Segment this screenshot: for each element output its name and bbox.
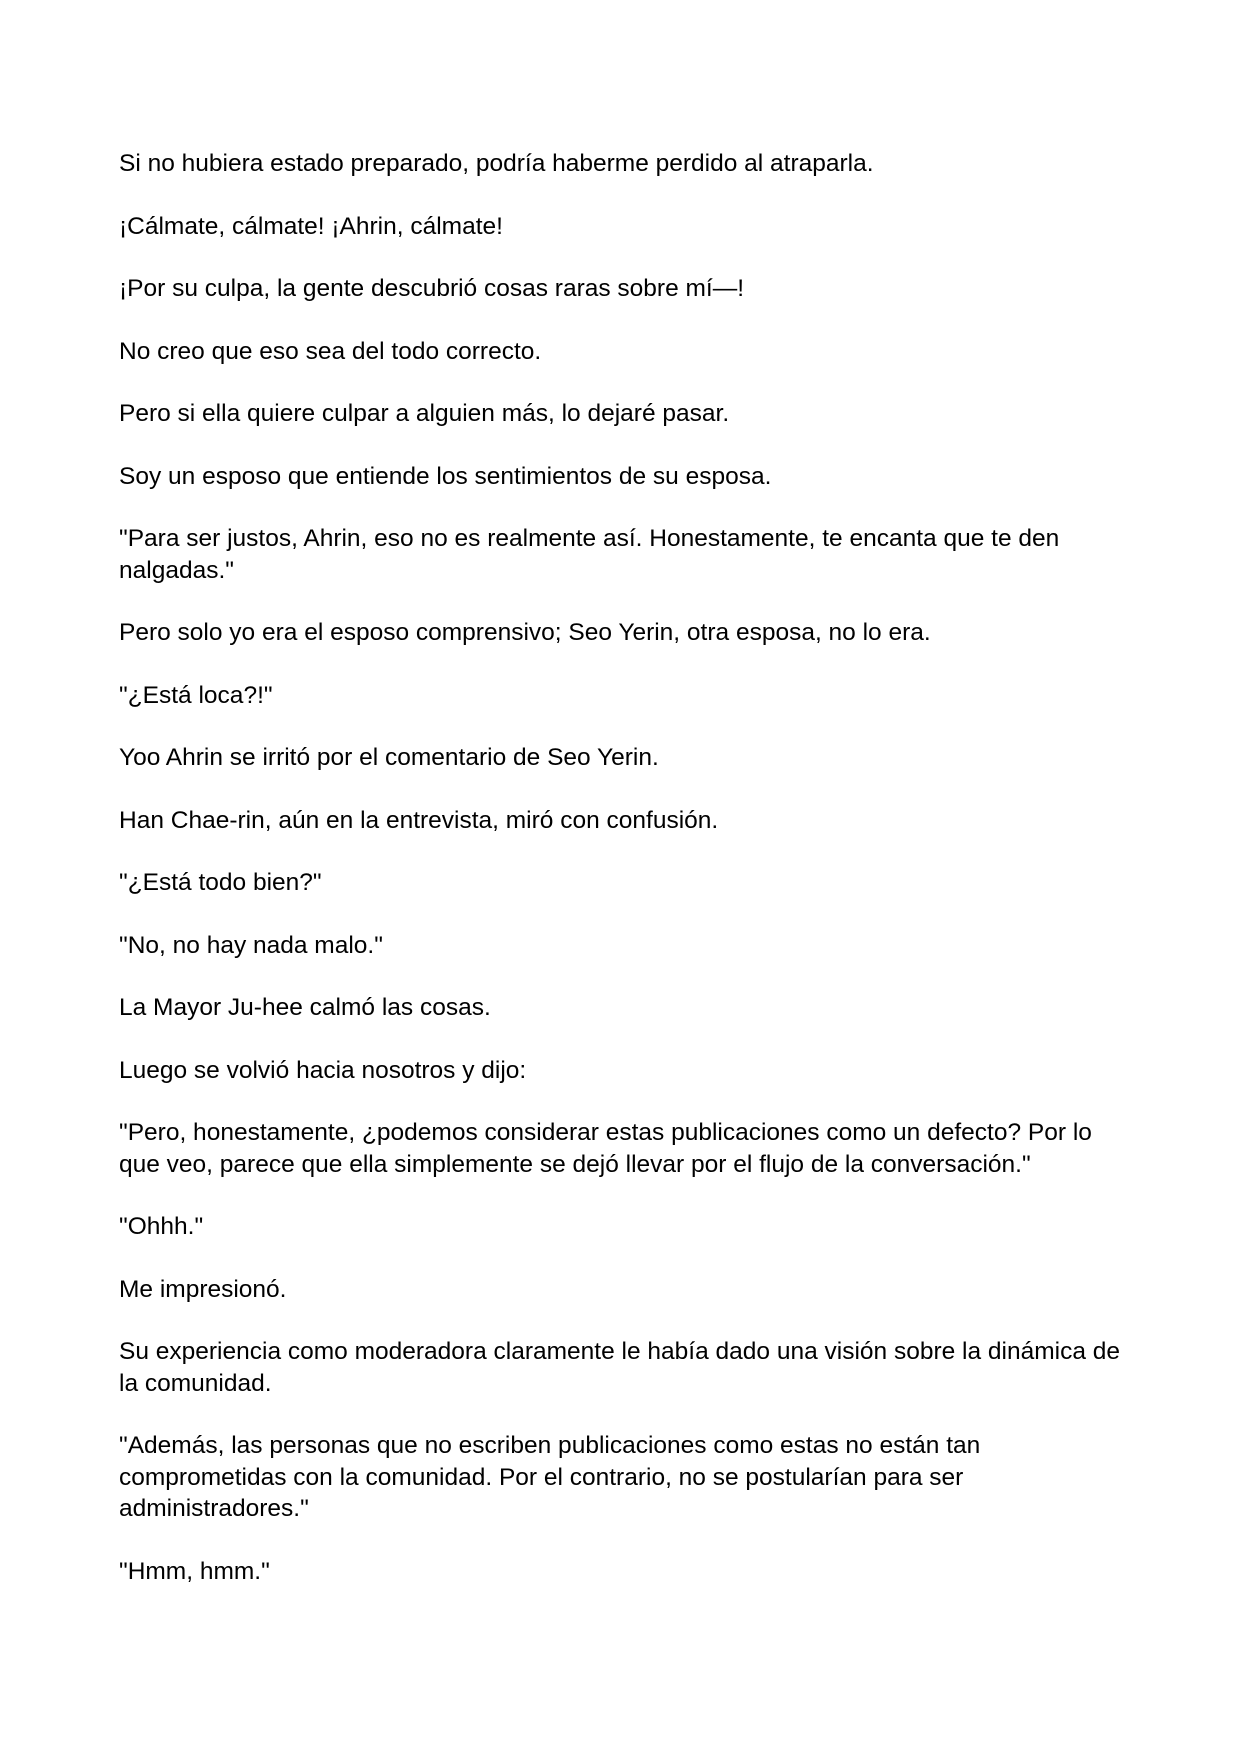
paragraph: "¿Está todo bien?" xyxy=(119,869,322,896)
paragraph: "Hmm, hmm." xyxy=(119,1557,270,1585)
paragraph: ¡Por su culpa, la gente descubrió cosas raras sobre mí—! xyxy=(119,275,745,302)
paragraph: Soy un esposo que entiende los sentimientos de su esposa. xyxy=(119,462,772,490)
paragraph: Han Chae-rin, aún en la entrevista, miró con confusión. xyxy=(119,806,719,834)
paragraph: Pero solo yo era el esposo comprensivo; Seo Yerin, otra esposa, no lo era. xyxy=(119,619,931,646)
paragraph: "Pero, honestamente, ¿podemos considerar estas publicaciones como un defecto? Por lo que veo, parece que ella simplemente se dejó llevar por el flujo de la conversación." xyxy=(119,1119,1092,1178)
paragraph: "Además, las personas que no escriben publicaciones como estas no están tan comprometidas con la comunidad. Por el contrario, no se postularían para ser administradores." xyxy=(119,1432,981,1522)
paragraph: Si no hubiera estado preparado, podría haberme perdido al atraparla. xyxy=(119,150,874,177)
document-body xyxy=(119,148,1129,1618)
paragraph: No creo que eso sea del todo correcto. xyxy=(119,337,542,365)
paragraph: "¿Está loca?!" xyxy=(119,681,273,709)
paragraph: "No, no hay nada malo." xyxy=(119,931,383,959)
paragraph: ¡Cálmate, cálmate! ¡Ahrin, cálmate! xyxy=(119,212,503,240)
paragraph: Pero si ella quiere culpar a alguien más, lo dejaré pasar. xyxy=(119,400,730,427)
paragraph: "Ohhh." xyxy=(119,1213,204,1240)
paragraph: "Para ser justos, Ahrin, eso no es realmente así. Honestamente, te encanta que te den nalgadas." xyxy=(119,525,1060,584)
paragraph: Me impresionó. xyxy=(119,1275,287,1303)
paragraph: Luego se volvió hacia nosotros y dijo: xyxy=(119,1056,527,1084)
paragraph: Su experiencia como moderadora claramente le había dado una visión sobre la dinámica de la comunidad. xyxy=(119,1338,1121,1397)
paragraph: Yoo Ahrin se irritó por el comentario de Seo Yerin. xyxy=(119,744,659,771)
paragraph: La Mayor Ju-hee calmó las cosas. xyxy=(119,994,491,1021)
